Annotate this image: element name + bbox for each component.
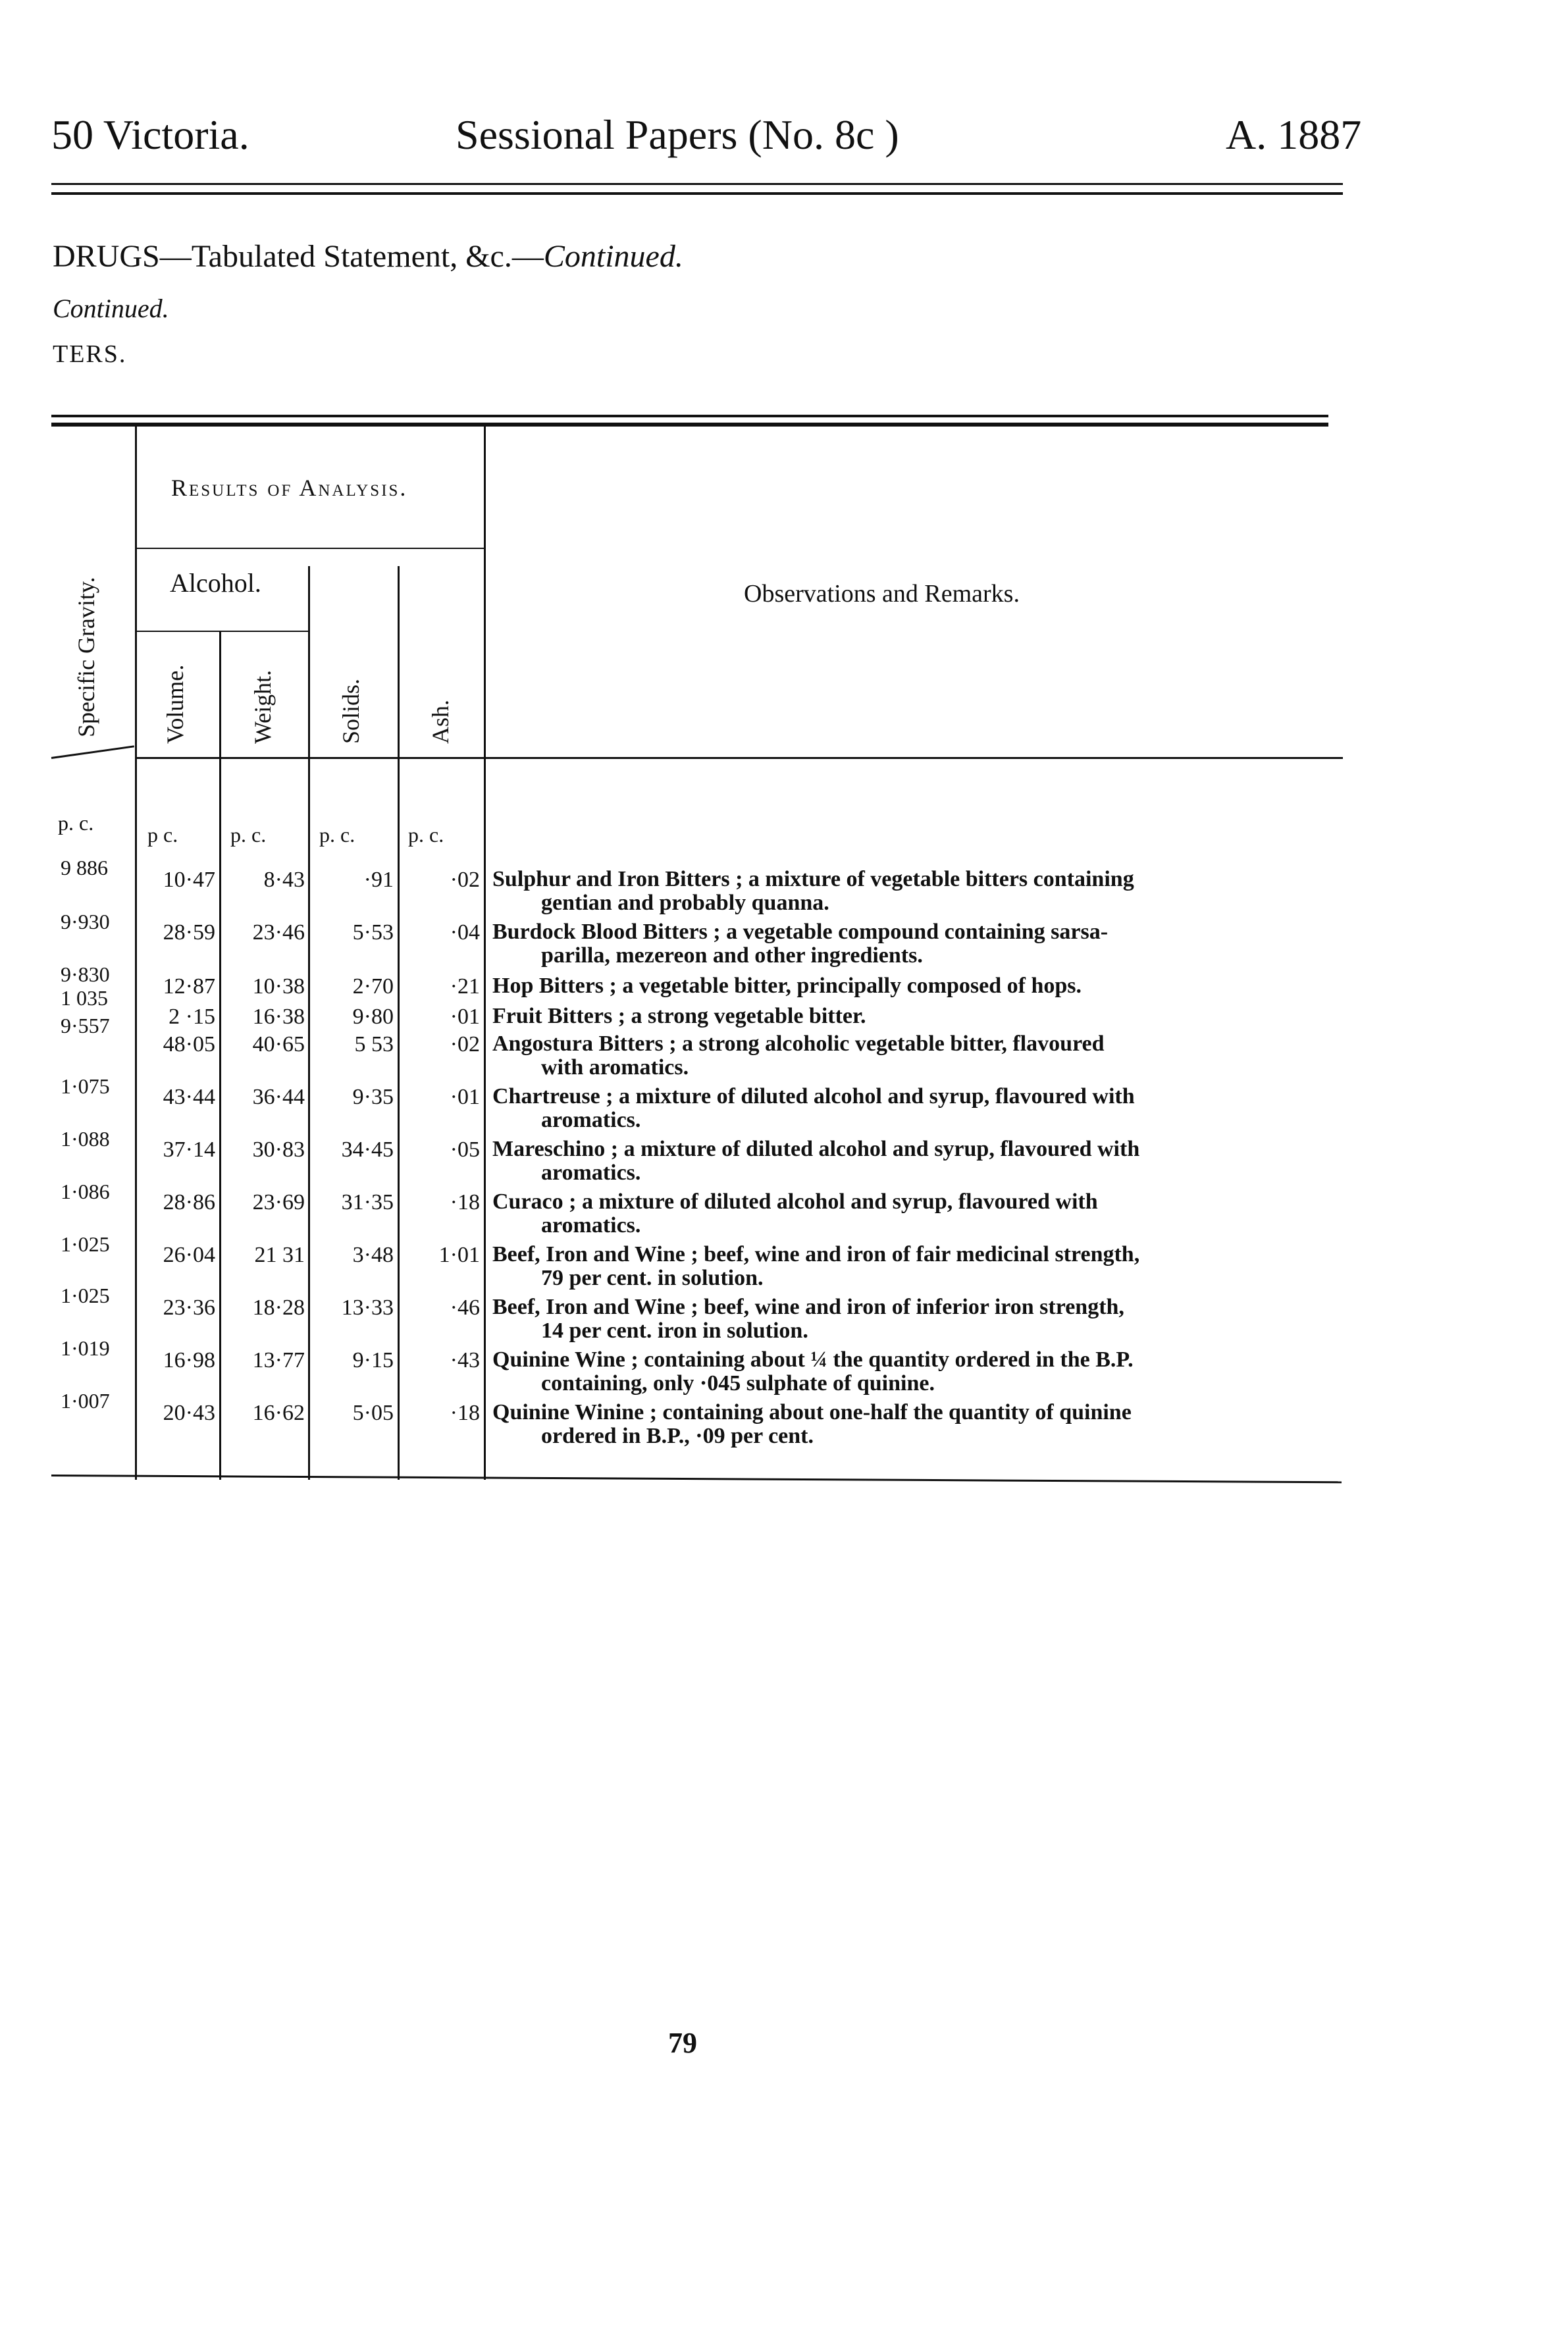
cell-observation [492, 1085, 1135, 1132]
cell-observation [492, 1295, 1124, 1343]
statement-title [53, 238, 683, 274]
cell-volume: 28·59 [163, 920, 215, 945]
observation-line-1: Sulphur and Iron Bitters ; a mixture of vegetable bitters containing [492, 867, 1134, 891]
observation-line-1: Fruit Bitters ; a strong vegetable bitter. [492, 1004, 866, 1028]
header-right: A. 1887 [1226, 111, 1362, 158]
cell-ash: ·04 [450, 920, 480, 945]
observation-line-1: Quinine Wine ; containing about ¼ the quantity ordered in the B.P. [492, 1347, 1134, 1372]
cell-specific-gravity: 1·007 [61, 1389, 110, 1413]
cell-ash: ·01 [450, 1005, 480, 1029]
cell-solids: 31·35 [341, 1190, 394, 1214]
results-header: Results of Analysis. [171, 475, 408, 501]
cell-volume: 20·43 [163, 1401, 215, 1425]
cell-solids: 5 53 [354, 1032, 394, 1057]
cell-ash: ·02 [450, 1032, 480, 1057]
cell-weight: 30·83 [252, 1137, 305, 1162]
cell-ash: 1·01 [438, 1243, 480, 1267]
observation-line-2: gentian and probably quanna. [541, 891, 829, 915]
cell-weight: 36·44 [252, 1085, 305, 1109]
unit-ash: p. c. [408, 823, 444, 847]
cell-solids: ·91 [363, 868, 394, 892]
alcohol-header: Alcohol. [170, 568, 261, 598]
observation-line-1: Chartreuse ; a mixture of diluted alcohol and syrup, flavoured with [492, 1084, 1135, 1109]
table-rule-top-2 [51, 423, 1328, 427]
col-divider-sg [135, 427, 137, 1480]
cell-solids: 9·15 [352, 1348, 394, 1372]
cell-volume: 23·36 [163, 1295, 215, 1320]
cell-solids: 5·53 [352, 920, 394, 945]
cell-solids: 9·80 [352, 1005, 394, 1029]
cell-specific-gravity: 9·930 [61, 910, 110, 933]
cell-solids: 5·05 [352, 1401, 394, 1425]
cell-specific-gravity: 1·088 [61, 1127, 110, 1151]
observation-line-2: aromatics. [541, 1161, 641, 1185]
unit-solids: p. c. [319, 823, 355, 847]
cell-specific-gravity: 9 886 [61, 856, 108, 879]
cell-observation [492, 974, 1082, 998]
cell-observation [492, 1401, 1132, 1448]
cell-volume: 16·98 [163, 1348, 215, 1372]
cell-volume: 48·05 [163, 1032, 215, 1057]
observation-line-1: Mareschino ; a mixture of diluted alcohol and syrup, flavoured with [492, 1137, 1140, 1161]
cell-weight: 10·38 [252, 974, 305, 999]
cell-observation [492, 1137, 1139, 1185]
cell-weight: 40·65 [252, 1032, 305, 1057]
observation-line-2: 79 per cent. in solution. [541, 1266, 764, 1290]
cell-volume: 2 ·15 [169, 1005, 215, 1029]
observation-line-1: Curaco ; a mixture of diluted alcohol and syrup, flavoured with [492, 1189, 1098, 1214]
statement-title-main: DRUGS—Tabulated Statement, &c.— [53, 239, 544, 274]
unit-volume: p c. [147, 823, 178, 847]
specific-gravity-header: Specific Gravity. [73, 577, 99, 737]
cell-specific-gravity: 1·019 [61, 1336, 110, 1360]
cell-weight: 23·46 [252, 920, 305, 945]
cell-volume: 37·14 [163, 1137, 215, 1162]
observation-line-2: with aromatics. [541, 1055, 689, 1080]
observation-line-1: Beef, Iron and Wine ; beef, wine and iron of fair medicinal strength, [492, 1242, 1140, 1266]
cell-weight: 18·28 [252, 1295, 305, 1320]
statement-title-continued: Continued. [543, 239, 683, 274]
cell-ash: ·18 [450, 1190, 480, 1214]
cell-solids: 13·33 [341, 1295, 394, 1320]
results-underline [135, 548, 484, 549]
observation-line-2: aromatics. [541, 1108, 641, 1132]
cell-solids: 3·48 [352, 1243, 394, 1267]
header-left: 50 Victoria. [51, 111, 249, 158]
header-center: Sessional Papers (No. 8c ) [456, 111, 899, 158]
cell-ash: ·46 [450, 1295, 480, 1320]
observation-line-2: parilla, mezereon and other ingredients. [541, 943, 923, 968]
observation-line-1: Quinine Winine ; containing about one-half the quantity of quinine [492, 1400, 1132, 1424]
observations-header: Observations and Remarks. [744, 580, 1020, 608]
cell-observation [492, 1348, 1134, 1396]
cell-weight: 8·43 [263, 868, 305, 892]
observation-line-1: Hop Bitters ; a vegetable bitter, principally composed of hops. [492, 974, 1082, 998]
cell-observation [492, 1190, 1098, 1238]
header-rule-bottom [51, 192, 1343, 195]
cell-weight: 21 31 [254, 1243, 305, 1267]
cell-weight: 23·69 [252, 1190, 305, 1214]
cell-specific-gravity: 9·557 [61, 1014, 110, 1037]
table-rule-top-1 [51, 415, 1328, 417]
observation-line-2: 14 per cent. iron in solution. [541, 1319, 808, 1343]
section-label: TERS. [53, 340, 127, 368]
cell-volume: 43·44 [163, 1085, 215, 1109]
table-bottom-rule [51, 1475, 1342, 1483]
cell-specific-gravity: 9·830 [61, 962, 110, 986]
cell-solids: 2·70 [352, 974, 394, 999]
cell-ash: ·01 [450, 1085, 480, 1109]
observation-line-2: ordered in B.P., ·09 per cent. [541, 1424, 814, 1448]
cell-observation [492, 868, 1134, 915]
ash-header: Ash. [427, 699, 454, 744]
observation-line-2: containing, only ·045 sulphate of quinine. [541, 1371, 935, 1396]
cell-ash: ·21 [450, 974, 480, 999]
cell-ash: ·05 [450, 1137, 480, 1162]
observation-line-1: Burdock Blood Bitters ; a vegetable compound containing sarsa- [492, 920, 1109, 944]
col-divider-ash [484, 427, 486, 1480]
observation-line-1: Angostura Bitters ; a strong alcoholic vegetable bitter, flavoured [492, 1031, 1105, 1056]
cell-weight: 16·38 [252, 1005, 305, 1029]
cell-solids: 9·35 [352, 1085, 394, 1109]
header-bottom-rule [135, 757, 1343, 759]
header-bottom-rule-left [51, 745, 134, 759]
cell-observation [492, 1032, 1105, 1080]
cell-volume: 12·87 [163, 974, 215, 999]
cell-specific-gravity: 1·025 [61, 1284, 110, 1307]
cell-weight: 13·77 [252, 1348, 305, 1372]
unit-weight: p. c. [230, 823, 267, 847]
weight-header: Weight. [249, 669, 276, 744]
cell-solids: 34·45 [341, 1137, 394, 1162]
cell-observation [492, 920, 1108, 968]
cell-specific-gravity: 1·086 [61, 1180, 110, 1203]
page-number: 79 [668, 2027, 697, 2059]
unit-sg: p. c. [58, 811, 94, 835]
cell-observation [492, 1005, 866, 1028]
observation-line-2: aromatics. [541, 1213, 641, 1238]
volume-header: Volume. [162, 664, 188, 744]
cell-volume: 10·47 [163, 868, 215, 892]
cell-volume: 28·86 [163, 1190, 215, 1214]
cell-weight: 16·62 [252, 1401, 305, 1425]
statement-subtitle: Continued. [53, 294, 169, 323]
cell-specific-gravity: 1 035 [61, 986, 108, 1010]
cell-ash: ·02 [450, 868, 480, 892]
header-rule-top [51, 183, 1343, 185]
solids-header: Solids. [338, 678, 364, 744]
cell-ash: ·43 [450, 1348, 480, 1372]
cell-volume: 26·04 [163, 1243, 215, 1267]
observation-line-1: Beef, Iron and Wine ; beef, wine and iron of inferior iron strength, [492, 1295, 1124, 1319]
alcohol-underline [135, 631, 308, 632]
cell-observation [492, 1243, 1139, 1290]
cell-specific-gravity: 1·075 [61, 1074, 110, 1098]
cell-specific-gravity: 1·025 [61, 1232, 110, 1256]
cell-ash: ·18 [450, 1401, 480, 1425]
